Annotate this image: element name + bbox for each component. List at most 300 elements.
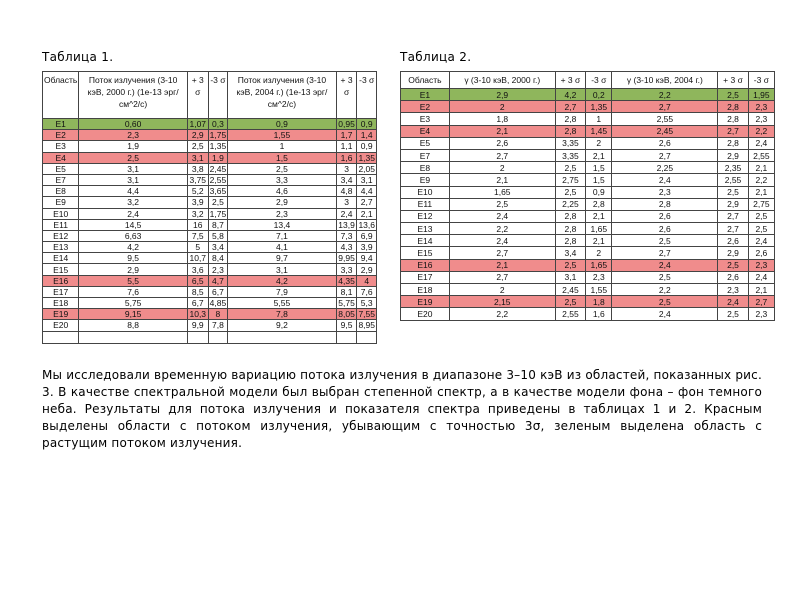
table-cell: 2,9 — [449, 89, 555, 101]
table-cell: 2,45 — [612, 125, 718, 137]
table-row — [401, 259, 775, 271]
table2-header-cell: γ (3-10 кэВ, 2000 г.) — [449, 72, 555, 89]
table-cell: 4,7 — [208, 275, 228, 286]
table-cell: 5,55 — [228, 298, 337, 309]
table-cell: E17 — [401, 271, 450, 283]
table-cell: 2,25 — [555, 198, 585, 210]
table-cell: E16 — [43, 275, 79, 286]
table-cell: 3,75 — [187, 174, 208, 185]
table-cell: 2,5 — [228, 163, 337, 174]
table-cell: 3,1 — [357, 174, 377, 185]
table-cell: E4 — [401, 125, 450, 137]
table-cell: 3,35 — [555, 149, 585, 161]
table-cell: 2,1 — [748, 162, 774, 174]
table-cell: 2,6 — [612, 223, 718, 235]
table-cell-empty — [208, 331, 228, 343]
table-cell: 2,8 — [555, 113, 585, 125]
table-row — [43, 152, 377, 163]
table-row — [401, 162, 775, 174]
table-cell: 1,6 — [336, 152, 357, 163]
table-cell: E13 — [401, 223, 450, 235]
table-cell: 8,4 — [208, 253, 228, 264]
table-cell: E19 — [43, 309, 79, 320]
table-row — [401, 125, 775, 137]
table-cell-empty — [336, 331, 357, 343]
table-row — [401, 308, 775, 320]
table-cell: 2,8 — [586, 198, 612, 210]
table-cell: 4,2 — [228, 275, 337, 286]
table-cell: 3,1 — [79, 163, 188, 174]
table2-header-cell: + 3 σ — [555, 72, 585, 89]
table-cell: 7,9 — [228, 286, 337, 297]
table-cell: 2,1 — [586, 149, 612, 161]
table-cell: E15 — [43, 264, 79, 275]
table-cell: 1,35 — [209, 141, 227, 152]
table2-caption: Таблица 2. — [400, 50, 472, 64]
flux-table — [42, 71, 377, 344]
table-cell: 1,1 — [336, 141, 357, 152]
table-row — [43, 197, 377, 208]
table-cell: 2,55 — [612, 113, 718, 125]
table-cell: 0,9 — [228, 119, 337, 130]
table-cell: 2 — [449, 162, 555, 174]
table-cell: 1,5 — [586, 174, 612, 186]
table-row — [43, 174, 377, 185]
table-cell: E19 — [401, 296, 450, 308]
table-cell: 2,8 — [555, 125, 585, 137]
table-cell: 2,4 — [336, 208, 357, 219]
table-cell: 2 — [449, 284, 555, 296]
table-cell: 2,7 — [612, 149, 718, 161]
table-cell: 2,9 — [718, 247, 748, 259]
table1-header-cell: Область — [43, 72, 79, 119]
table-row — [401, 271, 775, 283]
table-cell: 2,1 — [586, 210, 612, 222]
table-cell: 2,2 — [748, 125, 774, 137]
table-cell: 2,6 — [748, 247, 774, 259]
table-cell: E10 — [43, 208, 79, 219]
table-cell: 6,7 — [187, 298, 208, 309]
table-row — [43, 275, 377, 286]
table-row — [43, 208, 377, 219]
table-row — [43, 264, 377, 275]
table-cell: 2,7 — [449, 271, 555, 283]
table-cell: 2,5 — [718, 186, 748, 198]
table-cell: 4,2 — [79, 242, 188, 253]
table-cell: 3,1 — [187, 152, 208, 163]
table-cell: 9,2 — [228, 320, 337, 331]
table-cell: E7 — [401, 149, 450, 161]
table-cell: 2,3 — [228, 208, 337, 219]
table-cell: 2,7 — [718, 125, 748, 137]
table-cell: 2,3 — [748, 101, 774, 113]
table-cell: 2,15 — [449, 296, 555, 308]
table-cell: 2,5 — [612, 271, 718, 283]
table-cell: 2,7 — [748, 296, 774, 308]
table-row — [401, 149, 775, 161]
table-cell: 3 — [336, 197, 357, 208]
table-cell: 9,95 — [336, 253, 357, 264]
table-row — [401, 284, 775, 296]
table-cell: 2,3 — [79, 130, 188, 141]
table-cell: 3,4 — [208, 242, 228, 253]
table-cell: 3,9 — [357, 242, 377, 253]
table-cell-empty — [43, 331, 79, 343]
table-cell: 3,4 — [336, 174, 357, 185]
table-cell: 1,75 — [209, 130, 227, 141]
table-cell: 3,6 — [187, 264, 208, 275]
table-cell: E5 — [43, 163, 79, 174]
table-cell: E13 — [43, 242, 79, 253]
table-cell: 2,3 — [718, 284, 748, 296]
table-cell: 16 — [187, 219, 208, 230]
table-cell: 2,25 — [612, 162, 718, 174]
table-cell: 1,35 — [358, 152, 375, 163]
table-cell: 13,4 — [228, 219, 337, 230]
table-cell: 3,1 — [555, 271, 585, 283]
table-cell: E2 — [401, 101, 450, 113]
table-row — [401, 296, 775, 308]
table-cell: 3,9 — [187, 197, 208, 208]
table-row — [43, 163, 377, 174]
table-cell: 0,3 — [208, 119, 228, 130]
table-cell: 3,3 — [228, 174, 337, 185]
table-cell: 2,6 — [449, 137, 555, 149]
table-cell: 2,4 — [748, 137, 774, 149]
table-cell: E11 — [43, 219, 79, 230]
table-cell: 2,55 — [748, 149, 774, 161]
table-cell: 2,3 — [208, 264, 228, 275]
description-paragraph: Мы исследовали временную вариацию потока излучения в диапазоне 3–10 кэВ из областей, показанных рис. 3. В качестве спектральной модели был выбран степенной спектр, а в качестве модели фона – фон темного неба. Результаты для потока излучения и показателя спектра приведены в таблицах 1 и 2. Красным выделены области с потоком излучения, убывающим с точностью 3σ, зеленым выделена область с растущим потоком излучения. — [42, 368, 762, 450]
table-cell: 9,4 — [357, 253, 377, 264]
table-cell: 2,5 — [748, 223, 774, 235]
table1-header-cell: Поток излучения (3-10 кэВ, 2004 г.) (1е-13 эрг/см^2/с) — [228, 72, 337, 119]
table-cell: 2,9 — [187, 130, 208, 141]
table-cell: 1,9 — [208, 152, 228, 163]
table1-header-cell: + 3 σ — [336, 72, 357, 119]
table-cell: 2,5 — [555, 259, 585, 271]
table-cell: 5,2 — [187, 186, 208, 197]
table-cell: 5 — [187, 242, 208, 253]
table-cell: 2,6 — [612, 137, 718, 149]
table-cell: 1,65 — [586, 259, 612, 271]
table-cell: 4,35 — [336, 275, 357, 286]
table-cell: 1,4 — [357, 130, 377, 141]
table-cell: 2,4 — [718, 296, 748, 308]
table-row — [43, 242, 377, 253]
index-table — [400, 71, 775, 321]
table-cell: 4,1 — [228, 242, 337, 253]
table-cell: 4,4 — [79, 186, 188, 197]
table-cell: E1 — [43, 119, 79, 130]
table-cell: 2,7 — [357, 197, 377, 208]
table-cell: 2,9 — [718, 149, 748, 161]
table-cell: 9,5 — [79, 253, 188, 264]
table-cell: 0,9 — [586, 186, 612, 198]
table-cell: 5,5 — [79, 275, 188, 286]
table-cell: 2,8 — [612, 198, 718, 210]
table1-header-cell: Поток излучения (3-10 кэВ, 2000 г.) (1е-13 эрг/см^2/с) — [79, 72, 188, 119]
table-cell: 2,3 — [612, 186, 718, 198]
table-cell: 14,5 — [79, 219, 188, 230]
table-row — [401, 137, 775, 149]
table-cell: 2,5 — [748, 210, 774, 222]
table-cell: E10 — [401, 186, 450, 198]
table-cell: 2,6 — [718, 235, 748, 247]
table-cell: 1,65 — [449, 186, 555, 198]
table-row — [401, 198, 775, 210]
table-cell: 2,8 — [718, 137, 748, 149]
table-cell-empty — [79, 331, 188, 343]
table-cell: 2,7 — [718, 210, 748, 222]
table-cell: E9 — [401, 174, 450, 186]
table-cell: 2,2 — [748, 174, 774, 186]
table-cell: E5 — [401, 137, 450, 149]
table-cell-empty — [357, 331, 377, 343]
table-cell: 2,1 — [449, 125, 555, 137]
table-cell: 2,5 — [449, 198, 555, 210]
table-cell: 1 — [228, 141, 337, 152]
table-cell: 2 — [449, 101, 555, 113]
table-cell: E8 — [401, 162, 450, 174]
table-cell: 2,4 — [612, 308, 718, 320]
table-cell: 2,3 — [748, 259, 774, 271]
index-table-header — [401, 72, 775, 89]
table-cell: 3,3 — [336, 264, 357, 275]
flux-table-body — [43, 119, 377, 344]
table-cell: E20 — [401, 308, 450, 320]
table-cell: 0,95 — [336, 119, 357, 130]
table-cell: 2,9 — [718, 198, 748, 210]
table-cell: 2,05 — [358, 163, 375, 174]
table-cell: E3 — [401, 113, 450, 125]
table-cell: 4,6 — [228, 186, 337, 197]
table-cell: E9 — [43, 197, 79, 208]
table-cell: 4,3 — [336, 242, 357, 253]
table-row — [401, 113, 775, 125]
table-cell: 8,1 — [336, 286, 357, 297]
table-row — [43, 119, 377, 130]
table-cell: 9,9 — [187, 320, 208, 331]
table-cell: 2,9 — [79, 264, 188, 275]
table-cell: 2,4 — [612, 259, 718, 271]
table-cell: 2,75 — [748, 198, 774, 210]
table-cell: 2 — [586, 247, 612, 259]
table-cell: 2,6 — [612, 210, 718, 222]
table-cell: 2,5 — [718, 259, 748, 271]
table-cell: 5,3 — [357, 298, 377, 309]
table-row — [43, 219, 377, 230]
table-cell: 1,6 — [586, 308, 612, 320]
table-cell: 1,95 — [748, 89, 774, 101]
table-cell: E12 — [43, 230, 79, 241]
table-row — [43, 286, 377, 297]
table-cell: 7,55 — [358, 309, 375, 320]
table-cell: 8,5 — [187, 286, 208, 297]
table-cell: 7,1 — [228, 230, 337, 241]
table-cell: E15 — [401, 247, 450, 259]
table-cell: E18 — [43, 298, 79, 309]
table-cell: 1,07 — [187, 119, 208, 130]
table-cell: 2,4 — [748, 235, 774, 247]
table-cell: 8,95 — [358, 320, 375, 331]
table-cell: 2,1 — [449, 259, 555, 271]
table-cell: 8 — [208, 309, 228, 320]
table-cell: 0,9 — [357, 119, 377, 130]
table-cell: 7,6 — [357, 286, 377, 297]
table-cell: 7,8 — [208, 320, 228, 331]
table-cell: E11 — [401, 198, 450, 210]
table-cell: 2,7 — [612, 101, 718, 113]
table-cell: E14 — [43, 253, 79, 264]
table-cell: 2,2 — [612, 284, 718, 296]
table-cell: 2,1 — [748, 284, 774, 296]
table-row — [401, 89, 775, 101]
table-cell: 6,7 — [208, 286, 228, 297]
table-cell-empty — [187, 331, 208, 343]
table-row — [401, 223, 775, 235]
table1-header-cell: -3 σ — [208, 72, 228, 119]
table2-header-cell: -3 σ — [748, 72, 774, 89]
table-row — [43, 141, 377, 152]
table-cell: 2,75 — [555, 174, 585, 186]
table-cell: E2 — [43, 130, 79, 141]
table-row — [43, 298, 377, 309]
table-cell: 10,3 — [187, 309, 208, 320]
table-cell: 6,63 — [79, 230, 188, 241]
table-cell: 2,55 — [555, 308, 585, 320]
table-cell: 8,05 — [336, 309, 357, 320]
table-cell: 1,5 — [586, 162, 612, 174]
table-cell: 1,35 — [586, 101, 612, 113]
table-row — [401, 247, 775, 259]
table-cell: 2,2 — [449, 223, 555, 235]
table-cell: 2,5 — [612, 296, 718, 308]
table-cell: 0,9 — [357, 141, 377, 152]
table-cell: 2,5 — [555, 186, 585, 198]
table1-header-cell: + 3 σ — [187, 72, 208, 119]
table-cell: 2,35 — [718, 162, 748, 174]
table-cell: 2,55 — [209, 175, 227, 186]
table-cell: 2,4 — [449, 210, 555, 222]
table-cell: 2,1 — [586, 235, 612, 247]
table-cell: 10,7 — [187, 253, 208, 264]
table-cell: 2,8 — [718, 101, 748, 113]
table-cell: E14 — [401, 235, 450, 247]
table-row — [401, 235, 775, 247]
table-cell: 2,45 — [209, 163, 227, 174]
table-cell: 2,4 — [612, 174, 718, 186]
table-cell: 13,6 — [358, 219, 375, 230]
table-cell: 0,60 — [79, 119, 188, 130]
table-cell: E8 — [43, 186, 79, 197]
table-cell: 2,2 — [612, 89, 718, 101]
table1-header-cell: -3 σ — [357, 72, 377, 119]
table-cell: 2,5 — [208, 197, 228, 208]
table-cell: 4,85 — [209, 298, 227, 309]
table-cell: E7 — [43, 174, 79, 185]
table-cell: 7,6 — [79, 286, 188, 297]
table-cell: 2,6 — [718, 271, 748, 283]
table2-header-cell: + 3 σ — [718, 72, 748, 89]
table-cell: 3,4 — [555, 247, 585, 259]
table-cell: 2,7 — [718, 223, 748, 235]
table-cell: 1,75 — [209, 208, 227, 219]
table-cell: 2,55 — [718, 174, 748, 186]
table-cell: 9,15 — [79, 309, 188, 320]
table-cell: 2,4 — [449, 235, 555, 247]
table-cell: 1,55 — [228, 130, 337, 141]
table-cell: 5,75 — [336, 298, 357, 309]
table-cell: 2,3 — [748, 113, 774, 125]
table-cell: 2,8 — [555, 235, 585, 247]
table-cell: 2,5 — [187, 141, 208, 152]
table-cell: 3,65 — [209, 186, 227, 197]
table-row — [401, 101, 775, 113]
table-cell: 9,7 — [228, 253, 337, 264]
table-cell: 2,7 — [555, 101, 585, 113]
table-row — [43, 309, 377, 320]
table-cell: 2,5 — [718, 308, 748, 320]
table-cell: 3,1 — [79, 174, 188, 185]
table-cell: 1,9 — [79, 141, 188, 152]
table2-header-cell: γ (3-10 кэВ, 2004 г.) — [612, 72, 718, 89]
table-row — [43, 186, 377, 197]
table-cell: 2,45 — [555, 284, 585, 296]
table-cell: 8,8 — [79, 320, 188, 331]
table-row — [401, 210, 775, 222]
table-cell: 9,5 — [336, 320, 357, 331]
table-cell: 2,4 — [748, 271, 774, 283]
table-cell: 2,1 — [748, 186, 774, 198]
table-cell: 13,9 — [336, 219, 357, 230]
table-row — [43, 230, 377, 241]
table-cell: 7,3 — [336, 230, 357, 241]
table-cell: 2,8 — [555, 223, 585, 235]
table-cell: 5,8 — [208, 230, 228, 241]
table-cell: 1,8 — [449, 113, 555, 125]
table-cell: E16 — [401, 259, 450, 271]
table-cell: E1 — [401, 89, 450, 101]
table-cell: 7,8 — [228, 309, 337, 320]
table-cell: 2,5 — [555, 296, 585, 308]
table-cell: 1,55 — [586, 284, 612, 296]
table-cell: 3 — [336, 163, 357, 174]
table-cell: 1,7 — [336, 130, 357, 141]
table-cell: 2,8 — [555, 210, 585, 222]
table-cell: 3,2 — [79, 197, 188, 208]
table2-header-cell: Область — [401, 72, 450, 89]
table-cell: 0,2 — [586, 89, 612, 101]
table-cell: 4,2 — [555, 89, 585, 101]
table-cell-empty — [228, 331, 337, 343]
table-row — [43, 320, 377, 331]
table-cell: 2 — [586, 137, 612, 149]
table-cell: 4,4 — [357, 186, 377, 197]
index-table-body — [401, 89, 775, 321]
table-cell: 3,1 — [228, 264, 337, 275]
table-cell: 7,5 — [187, 230, 208, 241]
table-cell: 2,1 — [357, 208, 377, 219]
table2-header-cell: -3 σ — [586, 72, 612, 89]
table-cell: 2,2 — [449, 308, 555, 320]
table-cell: 2,9 — [357, 264, 377, 275]
table-cell: 2,3 — [748, 308, 774, 320]
table-cell: 1,45 — [586, 125, 612, 137]
table-cell: E3 — [43, 141, 79, 152]
table-cell: 6,9 — [357, 230, 377, 241]
table-cell: 3,2 — [187, 208, 208, 219]
